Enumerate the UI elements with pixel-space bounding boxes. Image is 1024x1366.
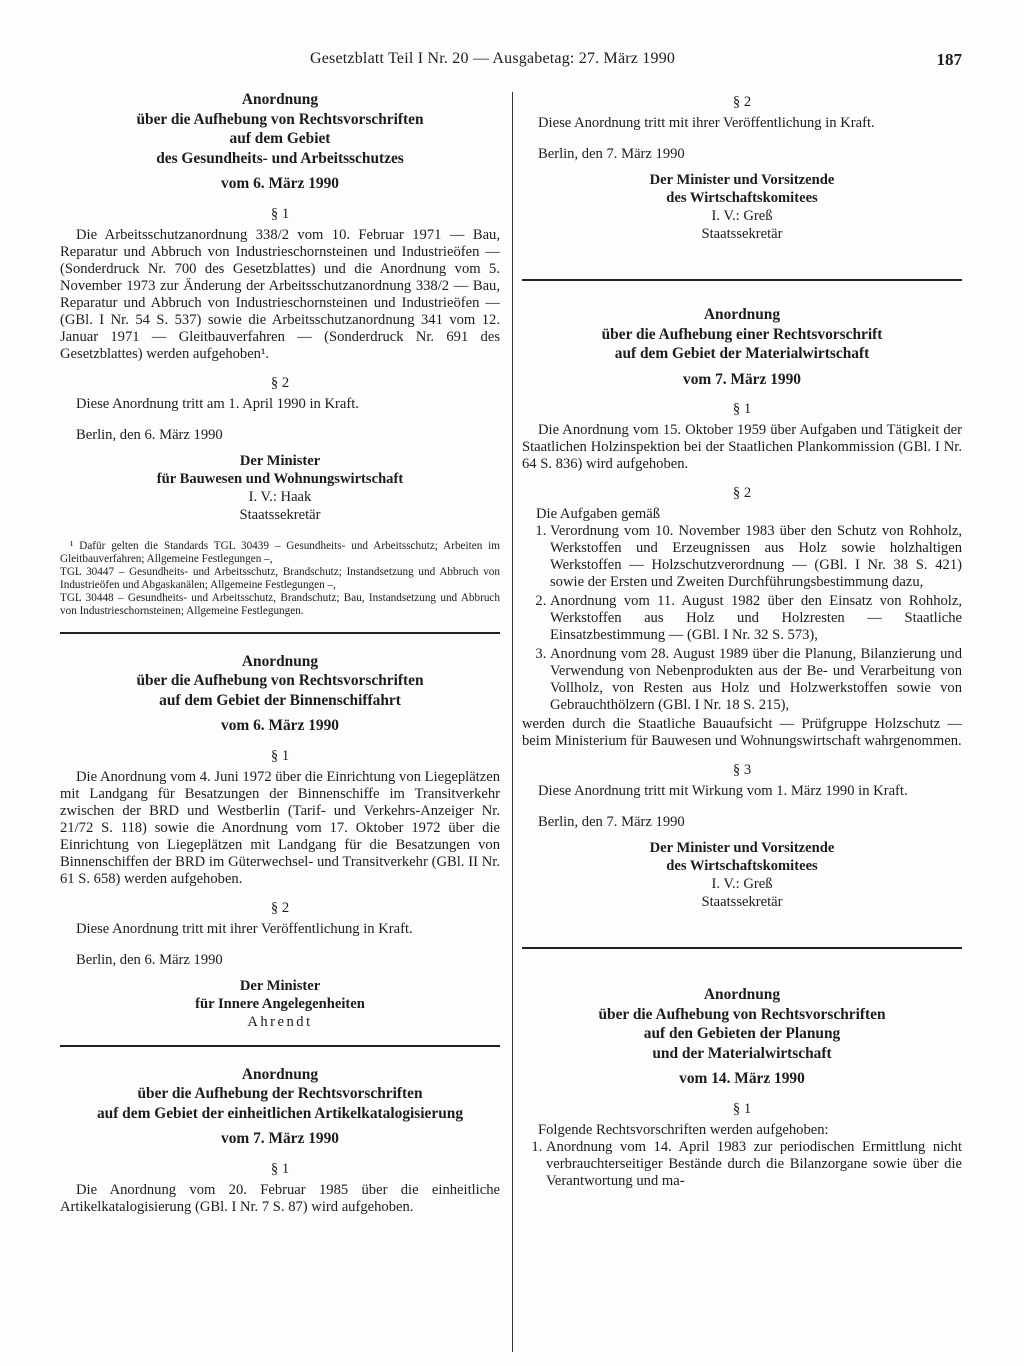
title-line: Anordnung — [241, 91, 319, 108]
list-item: 2. Anordnung vom 11. August 1982 über den Einsatz von Rohholz, Werkstoffen aus Holz und Holzresten — Staatliche Einsatzbestimmung — (GBl. I Nr. 32 S. 573), — [550, 593, 962, 644]
section-text: Die Anordnung vom 20. Februar 1985 über die einheitliche Artikelkatalogisierung (GBl. I Nr. 7 S. 87) wird aufgehoben. — [60, 1181, 500, 1215]
ordinance-inland-shipping — [60, 652, 500, 1031]
title-line: über die Aufhebung einer Rechtsvorschrift — [601, 325, 883, 343]
section-mark: § 3 — [732, 762, 752, 778]
title-line: über die Aufhebung von Rechtsvorschriften — [136, 110, 424, 128]
ordinance-article-cataloguing-continued — [522, 94, 962, 243]
list-item: 1. Verordnung vom 10. November 1983 über den Schutz von Rohholz, Werkstoffen und Erzeugnissen aus Holz sowie holzhaltigen Werkstoffen — Holzschutzverordnung — (GBl. I Nr. 38 S. 421) sowie der Ersten und Zweiten Durchführungsbestimmung dazu, — [550, 523, 962, 591]
ordinance-planning-materials — [522, 985, 962, 1190]
title-line: Anordnung — [703, 306, 781, 323]
running-title: Gesetzblatt Teil I Nr. 20 — Ausgabetag: 27. März 1990 — [310, 50, 676, 67]
signatory-title: Der Minister und Vorsitzende — [649, 840, 835, 856]
title-line: Anordnung — [241, 1065, 319, 1083]
footnote — [60, 540, 500, 618]
title-line: des Gesundheits- und Arbeitsschutzes — [156, 149, 404, 167]
ordinance-title — [522, 305, 962, 389]
section-mark: § 2 — [270, 374, 290, 391]
place-date: Berlin, den 6. März 1990 — [76, 426, 223, 443]
page-number: 187 — [936, 50, 962, 69]
ordinance-date: vom 6. März 1990 — [221, 175, 339, 192]
footnote-line: ¹ Dafür gelten die Standards TGL 30439 – Gesundheits- und Arbeitsschutz; Arbeiten im Gleitbauverfahren; Allgemeine Festlegungen –, — [60, 539, 500, 565]
section-text: werden durch die Staatliche Bauaufsicht — Prüfgruppe Holzschutz — beim Ministerium für Bauwesen und Wohnungswirtschaft wahrgenommen. — [522, 716, 962, 749]
place-date: Berlin, den 7. März 1990 — [538, 146, 685, 162]
section-text: Diese Anordnung tritt mit ihrer Veröffentlichung in Kraft. — [538, 115, 875, 131]
signatory-name: I. V.: Haak — [248, 488, 312, 505]
list-item: 3. Anordnung vom 28. August 1989 über die Planung, Bilanzierung und Verwendung von Nebenprodukten aus der Be- und Verarbeitung von Vollholz, von Resten aus Holz und Holzwerkstoffen sowie von Gebrauchthölzern (GBl. I Nr. 18 S. 215), — [550, 646, 962, 714]
section-text: Diese Anordnung tritt mit Wirkung vom 1. März 1990 in Kraft. — [538, 783, 908, 799]
footnote-line: TGL 30447 – Gesundheits- und Arbeitsschutz, Brandschutz; Instandsetzung und Abbruch von Industrieöfen und Abgaskanälen; Allgemeine Festlegungen –, — [60, 565, 500, 591]
section-text: Die Arbeitsschutzanordnung 338/2 vom 10. Februar 1971 — Bau, Reparatur und Abbruch von Industrieschornsteinen und Industrieöfen — (Sonderdruck Nr. 700 des Gesetzblattes) und die Anordnung vom 5. November 1973 zur Änderung der Arbeitsschutzanordnung 338/2 — Bau, Reparatur und Abbruch von Industrieschornsteinen und Industrieöfen — (GBl. I Nr. 54 S. 537) sowie die Arbeitsschutzanordnung 341 vom 12. Januar 1971 — Gleitbauverfahren — (Sonderdruck Nr. 691 des Gesetzblattes) werden aufgehoben¹. — [60, 226, 500, 362]
left-column — [60, 90, 500, 1216]
title-line: Anordnung — [703, 986, 781, 1003]
signatory-name: I. V.: Greß — [711, 876, 773, 892]
signatory-title: des Wirtschaftskomitees — [666, 190, 818, 206]
ordinance-date: vom 7. März 1990 — [221, 1130, 339, 1147]
footnote-line: TGL 30448 – Gesundheits- und Arbeitsschutz, Brandschutz; Bau, Instandsetzung und Abbruch von Industrieschornsteinen; Allgemeine Festlegungen. — [60, 591, 500, 617]
title-line: auf den Gebieten der Planung — [643, 1025, 841, 1042]
section-mark: § 1 — [270, 1160, 290, 1177]
title-line: über die Aufhebung von Rechtsvorschriften — [598, 1005, 886, 1023]
title-line: auf dem Gebiet der einheitlichen Artikelkatalogisierung — [96, 1104, 464, 1122]
section-text: Folgende Rechtsvorschriften werden aufgehoben: — [538, 1121, 829, 1138]
title-line: und der Materialwirtschaft — [652, 1044, 832, 1062]
ordinance-title — [60, 1065, 500, 1149]
ordinance-materials-management — [522, 305, 962, 911]
signature-block — [60, 977, 500, 1031]
place-date: Berlin, den 6. März 1990 — [76, 951, 223, 968]
page-header — [60, 46, 962, 76]
place-date: Berlin, den 7. März 1990 — [538, 814, 685, 830]
section-mark: § 2 — [270, 899, 290, 916]
section-mark: § 2 — [732, 485, 752, 501]
section-text: Die Aufgaben gemäß — [536, 506, 661, 522]
signatory-title: Der Minister und Vorsitzende — [649, 172, 835, 188]
signature-block — [60, 452, 500, 524]
signatory-title: für Bauwesen und Wohnungswirtschaft — [156, 470, 404, 487]
ordinance-health-safety — [60, 90, 500, 618]
ordinance-article-cataloguing — [60, 1065, 500, 1216]
section-text: Diese Anordnung tritt mit ihrer Veröffentlichung in Kraft. — [76, 920, 413, 937]
list-item: 1. Anordnung vom 14. April 1983 zur periodischen Ermittlung nicht verbrauchterseitiger Bestände durch die Bilanzorgane sowie über die Verantwortung und ma- — [546, 1139, 962, 1190]
title-line: auf dem Gebiet der Materialwirtschaft — [614, 345, 870, 362]
signatory-title: Der Minister — [239, 452, 321, 469]
signatory-role: Staatssekretär — [239, 506, 321, 523]
title-line: über die Aufhebung der Rechtsvorschriften — [137, 1085, 423, 1102]
ordinance-date: vom 7. März 1990 — [683, 370, 801, 388]
section-mark: § 1 — [732, 1100, 752, 1117]
section-separator — [522, 279, 962, 281]
ordinance-date: vom 6. März 1990 — [221, 717, 339, 734]
section-text: Die Anordnung vom 4. Juni 1972 über die Einrichtung von Liegeplätzen mit Landgang für Besatzungen der Binnenschiffe im Transitverkehr zwischen der BRD und Westberlin (Tarif- und Verkehrs-Anzeiger Nr. 21/72 S. 118) sowie die Anordnung vom 17. Oktober 1972 über die Einrichtung von Liegeplätzen mit Landgang für die Besatzungen von Binnenschiffen der BRD im Güterwechsel- und Transitverkehr (GBl. II Nr. 61 S. 658) werden aufgehoben. — [60, 768, 500, 887]
ordinance-title — [522, 985, 962, 1089]
section-mark: § 1 — [270, 747, 290, 764]
title-line: auf dem Gebiet der Binnenschiffahrt — [159, 691, 401, 709]
signature-block — [522, 171, 962, 243]
section-text: Die Anordnung vom 15. Oktober 1959 über Aufgaben und Tätigkeit der Staatlichen Holzinspektion bei der Staatlichen Plankommission (GBl. I Nr. 64 S. 836) wird aufgehoben. — [522, 422, 962, 472]
section-separator — [522, 947, 962, 949]
section-separator — [60, 1045, 500, 1047]
ordinance-title — [60, 652, 500, 736]
section-mark: § 1 — [732, 401, 752, 417]
column-divider — [512, 92, 513, 1352]
signatory-role: Staatssekretär — [701, 226, 783, 242]
title-line: Anordnung — [241, 652, 319, 670]
item-list — [522, 1139, 962, 1190]
right-column — [522, 90, 962, 1192]
signatory-title: für Innere Angelegenheiten — [195, 995, 365, 1012]
ordinance-title — [60, 90, 500, 194]
ordinance-date: vom 14. März 1990 — [679, 1070, 805, 1087]
signatory-name: I. V.: Greß — [711, 208, 773, 224]
section-text: Diese Anordnung tritt am 1. April 1990 in Kraft. — [76, 395, 359, 412]
signatory-role: Staatssekretär — [701, 894, 783, 910]
signatory-title: des Wirtschaftskomitees — [666, 858, 818, 874]
section-mark: § 2 — [732, 94, 752, 110]
signatory-name: Ahrendt — [247, 1013, 313, 1030]
section-separator — [60, 632, 500, 634]
signature-block — [522, 839, 962, 911]
title-line: über die Aufhebung von Rechtsvorschriften — [136, 672, 424, 689]
section-mark: § 1 — [270, 205, 290, 222]
item-list — [522, 523, 962, 714]
signatory-title: Der Minister — [239, 977, 321, 994]
title-line: auf dem Gebiet — [229, 130, 331, 147]
